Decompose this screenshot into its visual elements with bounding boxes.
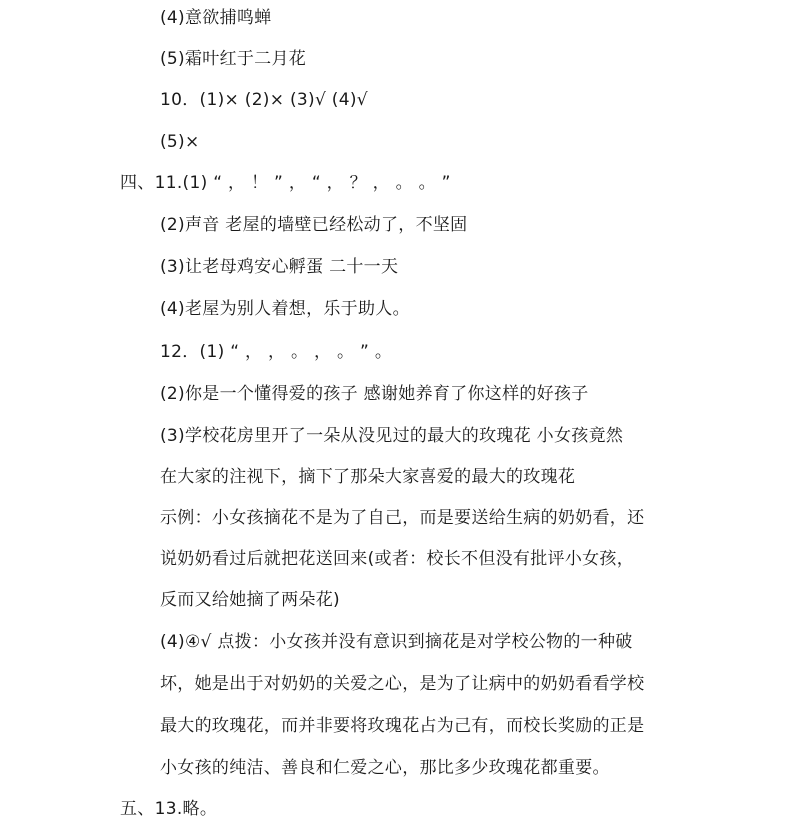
answer-line: 最大的玫瑰花，而并非要将玫瑰花占为己有，而校长奖励的正是 (160, 716, 645, 736)
answer-line: (4)意欲捕鸣蝉 (160, 8, 272, 28)
answer-line: 小女孩的纯洁、善良和仁爱之心，那比多少玫瑰花都重要。 (160, 758, 610, 778)
answer-line: 坏，她是出于对奶奶的关爱之心，是为了让病中的奶奶看看学校 (160, 674, 645, 694)
answer-line: (4)老屋为别人着想，乐于助人。 (160, 299, 410, 319)
answer-line: 12．(1) “ ， ， 。 ， 。 ” 。 (160, 342, 393, 362)
answer-line: (4)④√ 点拨：小女孩并没有意识到摘花是对学校公物的一种破 (160, 632, 633, 652)
answer-line: (5)霜叶红于二月花 (160, 49, 307, 69)
answer-line: (3)让老母鸡安心孵蛋 二十一天 (160, 257, 399, 277)
answer-line: 说奶奶看过后就把花送回来(或者：校长不但没有批评小女孩， (160, 549, 635, 569)
answer-line: (2)声音 老屋的墙壁已经松动了，不坚固 (160, 215, 468, 235)
section-heading-5: 五、13.略。 (120, 799, 218, 819)
answer-line: 10．(1)× (2)× (3)√ (4)√ (160, 90, 368, 110)
section-heading-4: 四、11.(1) “ ， ！ ” ， “ ， ？ ， 。 。 ” (120, 173, 451, 193)
answer-line: 在大家的注视下，摘下了那朵大家喜爱的最大的玫瑰花 (160, 467, 576, 487)
answer-line: (2)你是一个懂得爱的孩子 感谢她养育了你这样的好孩子 (160, 384, 589, 404)
answer-line: (3)学校花房里开了一朵从没见过的最大的玫瑰花 小女孩竟然 (160, 426, 624, 446)
answer-line: 示例：小女孩摘花不是为了自己，而是要送给生病的奶奶看，还 (160, 508, 645, 528)
answer-line: (5)× (160, 132, 200, 152)
answer-line: 反而又给她摘了两朵花) (160, 590, 340, 610)
